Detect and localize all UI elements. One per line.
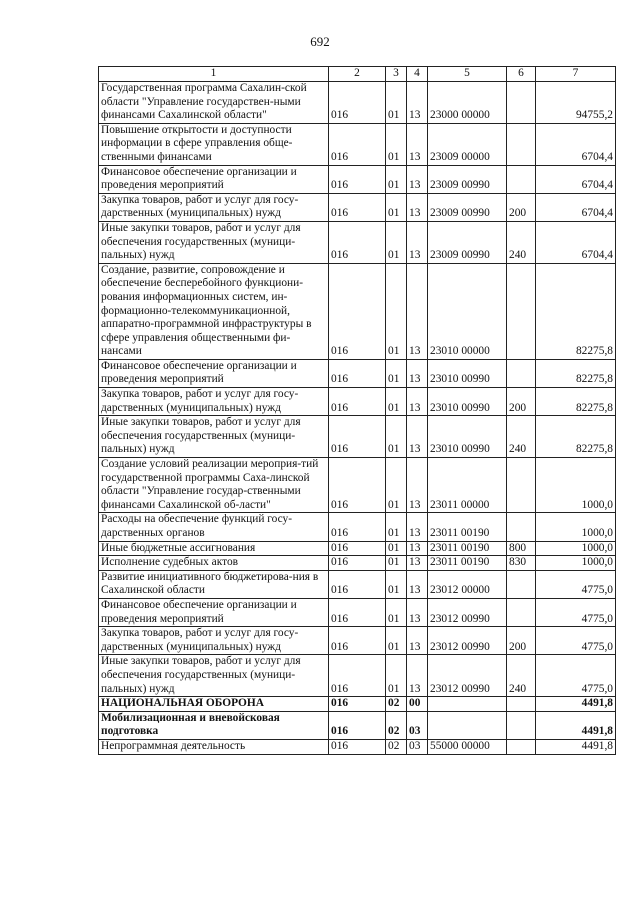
- row-name-cell: Закупка товаров, работ и услуг для госу-дарственных (муниципальных) нужд: [99, 193, 329, 221]
- table-row: [99, 513, 616, 541]
- row-ved-cell: 016: [329, 627, 386, 655]
- table-row: [99, 193, 616, 221]
- row-sum-cell: 82275,8: [536, 263, 616, 359]
- row-rz-cell: 01: [386, 570, 407, 598]
- row-name-cell: Непрограммная деятельность: [99, 739, 329, 754]
- row-csr-cell: 23010 00990: [428, 359, 507, 387]
- row-name-cell: Создание условий реализации мероприя-тий государственной программы Саха-линской области "Управление государ-ственными финансами Сахалинской об-ласти": [99, 458, 329, 513]
- row-sum-cell: 4491,8: [536, 739, 616, 754]
- row-pr-cell: 13: [407, 627, 428, 655]
- header-row: [99, 67, 616, 82]
- row-ved-cell: 016: [329, 221, 386, 263]
- row-pr-cell: 13: [407, 556, 428, 571]
- row-sum-cell: 6704,4: [536, 193, 616, 221]
- row-pr-cell: 13: [407, 165, 428, 193]
- row-ved-cell: 016: [329, 513, 386, 541]
- row-ved-cell: 016: [329, 416, 386, 458]
- row-pr-cell: 13: [407, 123, 428, 165]
- row-ved-cell: 016: [329, 541, 386, 556]
- table-row: [99, 221, 616, 263]
- row-pr-cell: 03: [407, 711, 428, 739]
- row-vr-cell: [507, 711, 536, 739]
- table-row: [99, 388, 616, 416]
- table-row: [99, 697, 616, 712]
- row-vr-cell: [507, 570, 536, 598]
- row-ved-cell: 016: [329, 359, 386, 387]
- row-ved-cell: 016: [329, 556, 386, 571]
- table-row: [99, 359, 616, 387]
- row-pr-cell: 13: [407, 458, 428, 513]
- row-name-cell: Мобилизационная и вневойсковая подготовка: [99, 711, 329, 739]
- row-vr-cell: [507, 123, 536, 165]
- row-csr-cell: 23010 00990: [428, 416, 507, 458]
- row-ved-cell: 016: [329, 458, 386, 513]
- row-sum-cell: 82275,8: [536, 416, 616, 458]
- row-pr-cell: 00: [407, 697, 428, 712]
- row-pr-cell: 13: [407, 513, 428, 541]
- row-ved-cell: 016: [329, 82, 386, 124]
- row-rz-cell: 01: [386, 165, 407, 193]
- row-name-cell: Финансовое обеспечение организации и проведения мероприятий: [99, 359, 329, 387]
- row-name-cell: Повышение открытости и доступности информации в сфере управления обще-ственными финансами: [99, 123, 329, 165]
- row-pr-cell: 13: [407, 359, 428, 387]
- row-rz-cell: 01: [386, 458, 407, 513]
- row-ved-cell: 016: [329, 165, 386, 193]
- table-row: [99, 655, 616, 697]
- row-name-cell: Иные бюджетные ассигнования: [99, 541, 329, 556]
- table-row: [99, 263, 616, 359]
- row-sum-cell: 4491,8: [536, 697, 616, 712]
- row-ved-cell: 016: [329, 739, 386, 754]
- row-ved-cell: 016: [329, 123, 386, 165]
- header-cell-2: 2: [329, 67, 386, 82]
- row-ved-cell: 016: [329, 388, 386, 416]
- header-cell-5: 5: [428, 67, 507, 82]
- row-name-cell: Государственная программа Сахалин-ской области "Управление государствен-ными финансами Сахалинской области": [99, 82, 329, 124]
- row-rz-cell: 02: [386, 739, 407, 754]
- row-ved-cell: 016: [329, 655, 386, 697]
- row-pr-cell: 13: [407, 541, 428, 556]
- row-name-cell: Закупка товаров, работ и услуг для госу-дарственных (муниципальных) нужд: [99, 627, 329, 655]
- row-vr-cell: 240: [507, 221, 536, 263]
- row-rz-cell: 01: [386, 263, 407, 359]
- row-rz-cell: 01: [386, 388, 407, 416]
- table-row: [99, 458, 616, 513]
- row-sum-cell: 82275,8: [536, 388, 616, 416]
- row-vr-cell: [507, 513, 536, 541]
- row-vr-cell: 800: [507, 541, 536, 556]
- row-pr-cell: 13: [407, 388, 428, 416]
- table-row: [99, 416, 616, 458]
- row-name-cell: Финансовое обеспечение организации и проведения мероприятий: [99, 598, 329, 626]
- row-rz-cell: 02: [386, 711, 407, 739]
- row-ved-cell: 016: [329, 193, 386, 221]
- budget-table: [98, 66, 616, 755]
- row-vr-cell: 200: [507, 627, 536, 655]
- row-vr-cell: [507, 458, 536, 513]
- row-sum-cell: 4491,8: [536, 711, 616, 739]
- row-sum-cell: 94755,2: [536, 82, 616, 124]
- table-body: [99, 82, 616, 755]
- row-name-cell: Закупка товаров, работ и услуг для госу-дарственных (муниципальных) нужд: [99, 388, 329, 416]
- row-vr-cell: 240: [507, 655, 536, 697]
- header-cell-3: 3: [386, 67, 407, 82]
- table-row: [99, 123, 616, 165]
- row-vr-cell: [507, 82, 536, 124]
- row-ved-cell: 016: [329, 697, 386, 712]
- row-sum-cell: 82275,8: [536, 359, 616, 387]
- row-rz-cell: 01: [386, 655, 407, 697]
- row-pr-cell: 03: [407, 739, 428, 754]
- row-csr-cell: 23012 00000: [428, 570, 507, 598]
- row-csr-cell: 23011 00190: [428, 541, 507, 556]
- row-vr-cell: [507, 165, 536, 193]
- row-rz-cell: 01: [386, 123, 407, 165]
- row-pr-cell: 13: [407, 263, 428, 359]
- row-csr-cell: 23010 00990: [428, 388, 507, 416]
- row-name-cell: Иные закупки товаров, работ и услуг для обеспечения государственных (муници-пальных) нужд: [99, 416, 329, 458]
- row-name-cell: Развитие инициативного бюджетирова-ния в Сахалинской области: [99, 570, 329, 598]
- table-row: [99, 739, 616, 754]
- row-rz-cell: 01: [386, 82, 407, 124]
- row-vr-cell: 200: [507, 193, 536, 221]
- row-rz-cell: 01: [386, 627, 407, 655]
- row-name-cell: НАЦИОНАЛЬНАЯ ОБОРОНА: [99, 697, 329, 712]
- row-csr-cell: [428, 711, 507, 739]
- row-vr-cell: 240: [507, 416, 536, 458]
- table-row: [99, 541, 616, 556]
- table-row: [99, 711, 616, 739]
- row-pr-cell: 13: [407, 570, 428, 598]
- row-ved-cell: 016: [329, 263, 386, 359]
- table-row: [99, 165, 616, 193]
- row-rz-cell: 01: [386, 556, 407, 571]
- row-name-cell: Исполнение судебных актов: [99, 556, 329, 571]
- row-rz-cell: 01: [386, 416, 407, 458]
- row-rz-cell: 01: [386, 598, 407, 626]
- page-number: 692: [310, 34, 330, 49]
- row-vr-cell: [507, 739, 536, 754]
- row-csr-cell: 23012 00990: [428, 627, 507, 655]
- row-csr-cell: 23011 00000: [428, 458, 507, 513]
- row-ved-cell: 016: [329, 598, 386, 626]
- row-csr-cell: 23000 00000: [428, 82, 507, 124]
- row-csr-cell: 23011 00190: [428, 556, 507, 571]
- row-csr-cell: 23010 00000: [428, 263, 507, 359]
- row-csr-cell: 23012 00990: [428, 598, 507, 626]
- row-sum-cell: 1000,0: [536, 458, 616, 513]
- row-rz-cell: 01: [386, 193, 407, 221]
- row-pr-cell: 13: [407, 221, 428, 263]
- row-name-cell: Иные закупки товаров, работ и услуг для обеспечения государственных (муници-пальных) нужд: [99, 655, 329, 697]
- row-csr-cell: 23009 00000: [428, 123, 507, 165]
- row-sum-cell: 6704,4: [536, 165, 616, 193]
- row-sum-cell: 6704,4: [536, 221, 616, 263]
- row-ved-cell: 016: [329, 570, 386, 598]
- row-sum-cell: 1000,0: [536, 556, 616, 571]
- header-cell-6: 6: [507, 67, 536, 82]
- row-pr-cell: 13: [407, 598, 428, 626]
- row-ved-cell: 016: [329, 711, 386, 739]
- header-cell-4: 4: [407, 67, 428, 82]
- row-name-cell: Создание, развитие, сопровождение и обеспечение бесперебойного функциони-рования информационных систем, ин-формационно-телекоммуникационной, аппаратно-программной инфраструктуры в сфере управления общественными фи-нансами: [99, 263, 329, 359]
- row-rz-cell: 01: [386, 221, 407, 263]
- row-csr-cell: 23012 00990: [428, 655, 507, 697]
- row-pr-cell: 13: [407, 82, 428, 124]
- header-cell-1: 1: [99, 67, 329, 82]
- row-vr-cell: [507, 598, 536, 626]
- row-pr-cell: 13: [407, 193, 428, 221]
- row-sum-cell: 4775,0: [536, 598, 616, 626]
- row-vr-cell: 200: [507, 388, 536, 416]
- row-vr-cell: [507, 359, 536, 387]
- row-pr-cell: 13: [407, 416, 428, 458]
- row-rz-cell: 01: [386, 359, 407, 387]
- header-cell-7: 7: [536, 67, 616, 82]
- table-row: [99, 82, 616, 124]
- row-csr-cell: 55000 00000: [428, 739, 507, 754]
- row-sum-cell: 4775,0: [536, 627, 616, 655]
- row-csr-cell: 23009 00990: [428, 193, 507, 221]
- row-rz-cell: 01: [386, 541, 407, 556]
- row-csr-cell: [428, 697, 507, 712]
- row-pr-cell: 13: [407, 655, 428, 697]
- row-sum-cell: 1000,0: [536, 513, 616, 541]
- row-vr-cell: [507, 697, 536, 712]
- row-sum-cell: 4775,0: [536, 570, 616, 598]
- row-name-cell: Иные закупки товаров, работ и услуг для обеспечения государственных (муници-пальных) нужд: [99, 221, 329, 263]
- table-row: [99, 556, 616, 571]
- row-name-cell: Финансовое обеспечение организации и проведения мероприятий: [99, 165, 329, 193]
- row-sum-cell: 4775,0: [536, 655, 616, 697]
- row-sum-cell: 6704,4: [536, 123, 616, 165]
- row-csr-cell: 23009 00990: [428, 221, 507, 263]
- row-name-cell: Расходы на обеспечение функций госу-дарственных органов: [99, 513, 329, 541]
- row-sum-cell: 1000,0: [536, 541, 616, 556]
- table-row: [99, 598, 616, 626]
- row-csr-cell: 23009 00990: [428, 165, 507, 193]
- row-rz-cell: 02: [386, 697, 407, 712]
- row-vr-cell: [507, 263, 536, 359]
- table-row: [99, 570, 616, 598]
- row-vr-cell: 830: [507, 556, 536, 571]
- row-csr-cell: 23011 00190: [428, 513, 507, 541]
- row-rz-cell: 01: [386, 513, 407, 541]
- table-row: [99, 627, 616, 655]
